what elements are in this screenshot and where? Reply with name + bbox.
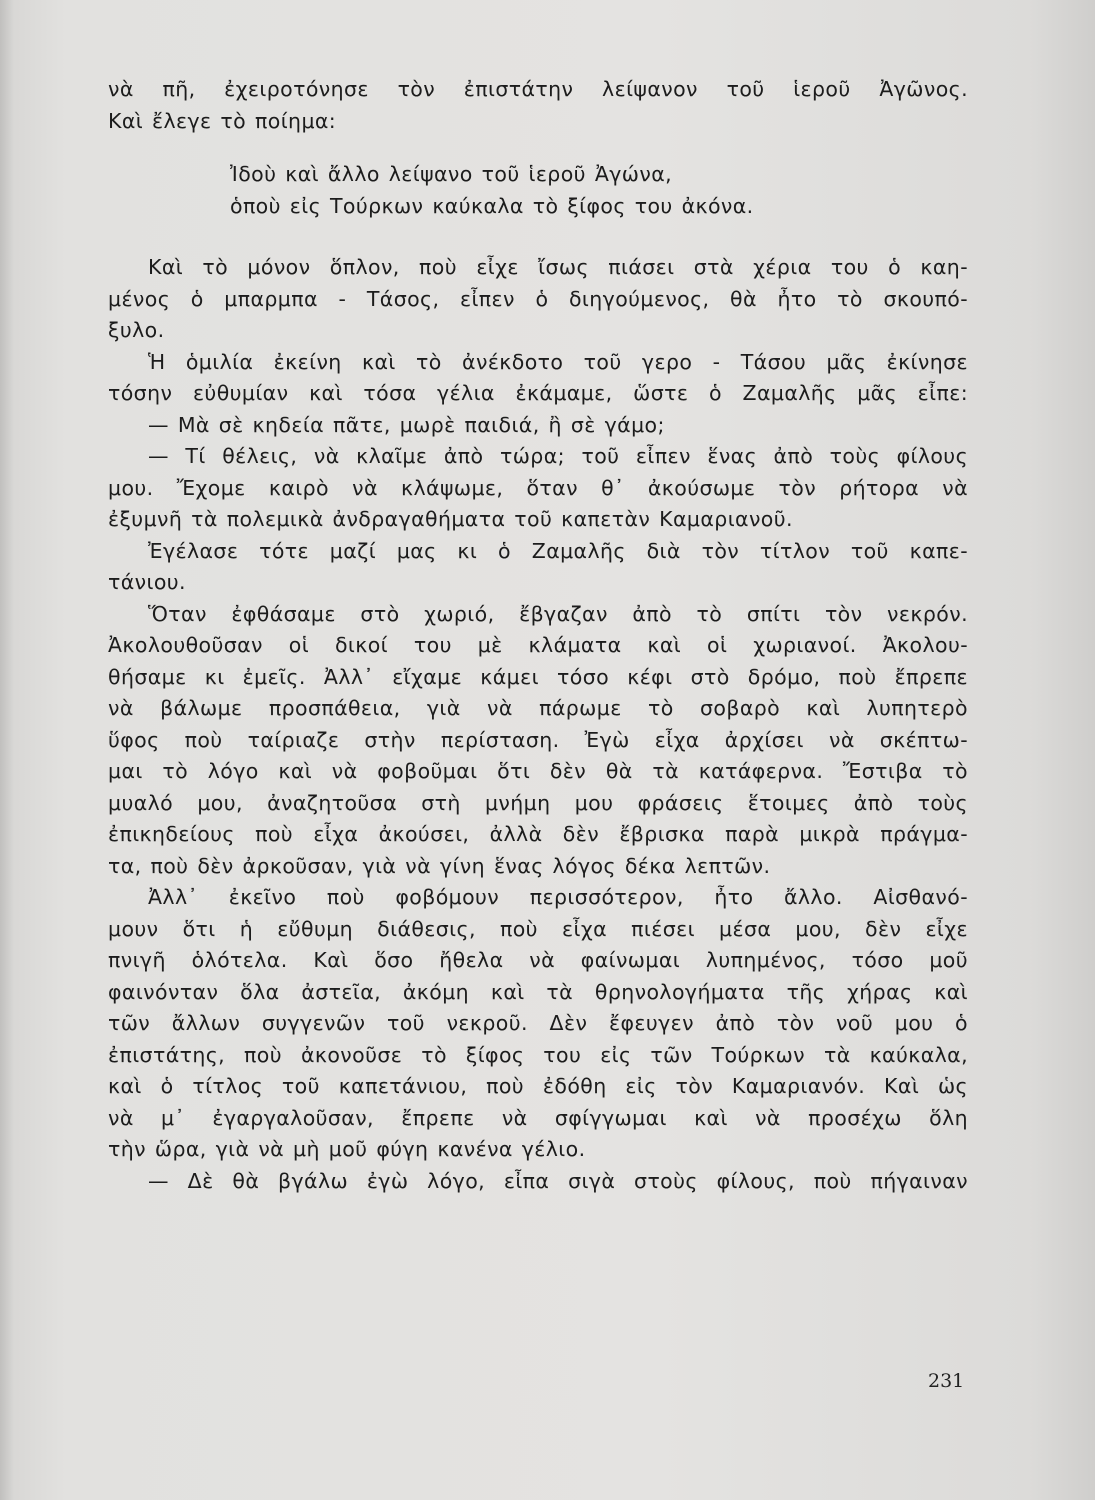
text-line: μαι τὸ λόγο καὶ νὰ φοβοῦμαι ὅτι δὲν θὰ τὰ κατάφερνα. Ἔστιβα τὸ [108, 759, 968, 783]
poem-line: ὁποὺ εἰς Τούρκων καύκαλα τὸ ξίφος του ἀκόνα. [230, 193, 754, 218]
dialogue-line: — Τί θέλεις, νὰ κλαῖμε ἀπὸ τώρα; τοῦ εἶπεν ἕνας ἀπὸ τοὺς φίλους [148, 444, 968, 468]
text-line: τα, ποὺ δὲν ἀρκοῦσαν, γιὰ νὰ γίνη ἕνας λόγος δέκα λεπτῶν. [108, 853, 771, 878]
text-line: μου. Ἔχομε καιρὸ νὰ κλάψωμε, ὅταν θ᾽ ἀκούσωμε τὸν ρήτορα νὰ [108, 475, 968, 500]
poem-line: Ἰδοὺ καὶ ἄλλο λείψανο τοῦ ἱεροῦ Ἀγώνα, [230, 162, 673, 186]
dialogue-line: — Μὰ σὲ κηδεία πᾶτε, μωρὲ παιδιά, ἢ σὲ γάμο; [148, 412, 665, 437]
text-line: νὰ πῆ, ἐχειροτόνησε τὸν ἐπιστάτην λείψανον τοῦ ἱεροῦ Ἀγῶνος. [108, 77, 968, 101]
dialogue-line: — Δὲ θὰ βγάλω ἐγὼ λόγο, εἶπα σιγὰ στοὺς φίλους, ποὺ πήγαιναν [148, 1168, 968, 1193]
text-line: νὰ μ᾽ ἐγαργαλοῦσαν, ἔπρεπε νὰ σφίγγωμαι καὶ νὰ προσέχω ὅλη [108, 1105, 968, 1130]
text-line: ξυλο. [108, 318, 165, 342]
page-number: 231 [928, 1370, 965, 1392]
text-line: ἐπικηδείους ποὺ εἶχα ἀκούσει, ἀλλὰ δὲν ἔβρισκα παρὰ μικρὰ πράγμα- [108, 822, 968, 846]
text-line: μένος ὁ μπαρμπα - Τάσος, εἶπεν ὁ διηγούμενος, θὰ ἦτο τὸ σκουπό- [108, 286, 968, 311]
text-line: ὕφος ποὺ ταίριαζε στὴν περίσταση. Ἐγὼ εἶχα ἀρχίσει νὰ σκέπτω- [108, 727, 968, 752]
text-line: μυαλό μου, ἀναζητοῦσα στὴ μνήμη μου φράσεις ἕτοιμες ἀπὸ τοὺς [108, 790, 968, 815]
text-line: τὴν ὥρα, γιὰ νὰ μὴ μοῦ φύγη κανένα γέλιο. [108, 1137, 586, 1161]
text-line: μουν ὅτι ἡ εὔθυμη διάθεσις, ποὺ εἶχα πιέσει μέσα μου, δὲν εἶχε [108, 916, 968, 941]
text-line: νὰ βάλωμε προσπάθεια, γιὰ νὰ πάρωμε τὸ σοβαρὸ καὶ λυπητερὸ [108, 696, 968, 720]
text-line: Ἐγέλασε τότε μαζί μας κι ὁ Ζαμαλῆς διὰ τὸν τίτλον τοῦ καπε- [148, 538, 968, 563]
text-line: τάνιου. [108, 570, 186, 594]
text-line: Ὅταν ἐφθάσαμε στὸ χωριό, ἔβγαζαν ἀπὸ τὸ σπίτι τὸν νεκρόν. [148, 601, 968, 626]
text-line: ἐξυμνῆ τὰ πολεμικὰ ἀνδραγαθήματα τοῦ καπετὰν Καμαριανοῦ. [108, 507, 793, 531]
body-text [108, 74, 968, 1197]
text-line: Ἡ ὁμιλία ἐκείνη καὶ τὸ ἀνέκδοτο τοῦ γερο - Τάσου μᾶς ἐκίνησε [148, 349, 968, 374]
spine-shadow [0, 0, 14, 1500]
text-line: φαινόνταν ὅλα ἀστεῖα, ἀκόμη καὶ τὰ θρηνολογήματα τῆς χήρας καὶ [108, 979, 968, 1004]
text-line: ἐπιστάτης, ποὺ ἀκονοῦσε τὸ ξίφος του εἰς τῶν Τούρκων τὰ καύκαλα, [108, 1042, 968, 1067]
text-line: Καὶ τὸ μόνον ὅπλον, ποὺ εἶχε ἴσως πιάσει στὰ χέρια του ὁ καη- [148, 255, 968, 279]
text-line: Ἀλλ᾽ ἐκεῖνο ποὺ φοβόμουν περισσότερον, ἦτο ἄλλο. Αἰσθανό- [148, 885, 968, 909]
text-line: πνιγῆ ὁλότελα. Καὶ ὅσο ἤθελα νὰ φαίνωμαι λυπημένος, τόσο μοῦ [108, 948, 968, 972]
text-line: Ἀκολουθοῦσαν οἱ δικοί του μὲ κλάματα καὶ οἱ χωριανοί. Ἀκολου- [108, 633, 968, 657]
spacer [108, 222, 968, 252]
spacer [108, 137, 968, 159]
text-line: καὶ ὁ τίτλος τοῦ καπετάνιου, ποὺ ἐδόθη εἰς τὸν Καμαριανόν. Καὶ ὡς [108, 1074, 968, 1098]
text-line: Καὶ ἔλεγε τὸ ποίημα: [108, 108, 337, 133]
text-line: τῶν ἄλλων συγγενῶν τοῦ νεκροῦ. Δὲν ἔφευγεν ἀπὸ τὸν νοῦ μου ὁ [108, 1011, 968, 1035]
text-line: τόσην εὐθυμίαν καὶ τόσα γέλια ἐκάμαμε, ὥστε ὁ Ζαμαλῆς μᾶς εἶπε: [108, 381, 968, 405]
text-line: θήσαμε κι ἐμεῖς. Ἀλλ᾽ εἴχαμε κάμει τόσο κέφι στὸ δρόμο, ποὺ ἔπρεπε [108, 664, 968, 689]
